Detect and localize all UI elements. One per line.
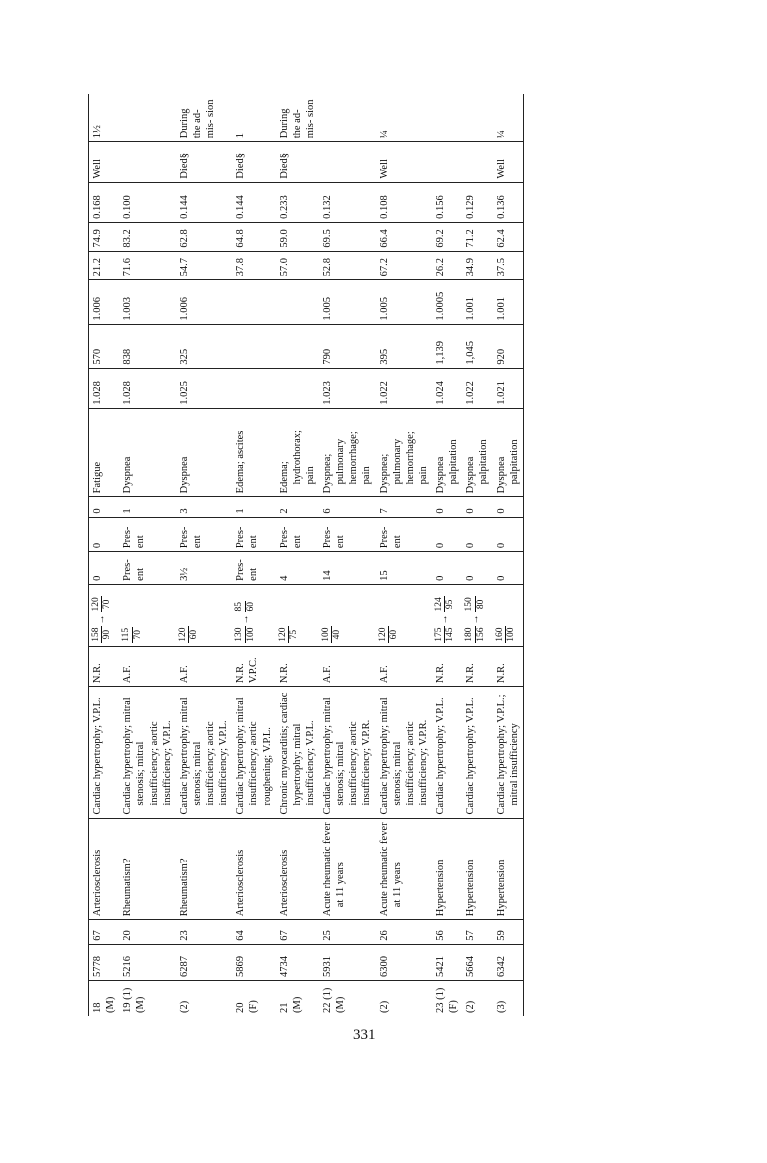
col-b-cell: 0 <box>493 517 524 552</box>
etiology-cell: Arteriosclerosis <box>276 818 319 920</box>
bp-diastolic: 60 <box>189 629 200 640</box>
specific-gravity-cell: 1.021 <box>493 368 524 408</box>
bp-fraction <box>464 627 486 643</box>
bp-diastolic: 80 <box>475 599 486 610</box>
value-1-cell: 37.5 <box>493 251 524 280</box>
bp-systolic: 124 <box>434 597 444 612</box>
value-3-cell: 0.108 <box>376 182 433 222</box>
col-c-cell: 0 <box>462 497 492 517</box>
value-1-cell: 37.8 <box>232 251 275 280</box>
rotated-table-container <box>88 94 622 1016</box>
case-cell: 20 (F) <box>235 1000 260 1013</box>
bp-diastolic: 70 <box>132 630 143 640</box>
blood-pressure-cell <box>89 584 120 646</box>
symptoms-cell: Dyspnea <box>176 408 233 497</box>
bp-fraction <box>378 627 400 643</box>
col-b-cell: Pres- ent <box>119 517 176 552</box>
symptoms-cell: Dyspnea palpitation <box>432 408 462 497</box>
symptoms-cell: Fatigue <box>89 408 120 497</box>
col-a-cell: 0 <box>462 552 492 585</box>
arrow-icon: → <box>96 614 108 625</box>
etiology-cell: Arteriosclerosis <box>232 818 275 920</box>
bp-diastolic: 60 <box>245 602 256 612</box>
record-number-cell: 5931 <box>319 944 376 980</box>
bp-diastolic: 95 <box>445 599 456 610</box>
bp-systolic: 150 <box>464 597 475 612</box>
value-3-cell: 0.132 <box>319 182 376 222</box>
result-cell: Well <box>89 142 120 182</box>
result-cell: Died§ <box>276 142 319 182</box>
rhythm-cell: N.R. <box>493 646 524 686</box>
diagnosis-cell: Cardiac hypertrophy; mitral stenosis; mitral insufficiency; aortic insufficiency; V.P.L. <box>119 687 176 818</box>
table-row <box>119 94 176 1016</box>
symptoms-cell: Dyspnea; pulmonary hemorrhage; pain <box>376 408 433 497</box>
col-a-cell: 14 <box>319 552 376 585</box>
case-cell: (2) <box>178 1000 190 1013</box>
blood-pressure-cell <box>232 584 275 646</box>
record-number-cell: 4734 <box>276 944 319 980</box>
record-number-cell: 6287 <box>176 944 233 980</box>
volume-cell: 395 <box>376 324 433 368</box>
col-a-cell: 4 <box>276 552 319 585</box>
specific-gravity-cell: 1.025 <box>176 368 233 408</box>
time-cell <box>119 94 176 142</box>
bp-systolic: 100 <box>321 627 331 642</box>
specific-gravity-cell: 1.024 <box>432 368 462 408</box>
time-cell <box>319 94 376 142</box>
blood-pressure-cell <box>319 584 376 646</box>
age-cell: 67 <box>89 920 120 944</box>
diagnosis-cell: Cardiac hypertrophy; V.P.L. <box>462 687 492 818</box>
case-cell: 23 (1) (F) <box>435 987 460 1013</box>
time-cell: During the ad- mis- sion <box>276 94 319 142</box>
bp-diastolic: 100 <box>245 627 256 642</box>
volume-cell: 325 <box>176 324 233 368</box>
symptoms-cell: Dyspnea palpitation <box>462 408 492 497</box>
bp-fraction <box>178 627 200 643</box>
col-a-cell: 15 <box>376 552 433 585</box>
volume-cell: 790 <box>319 324 376 368</box>
col-b-cell: 0 <box>432 517 462 552</box>
age-cell: 59 <box>493 920 524 944</box>
value-2-cell: 64.8 <box>232 222 275 251</box>
diagnosis-cell: Chronic myocarditis; cardiac hypertrophy; mitral insufficiency; V.P.L. <box>276 687 319 818</box>
col-c-cell: 1 <box>119 497 176 517</box>
specific-gravity-2-cell <box>276 280 319 324</box>
bp-systolic: 175 <box>434 627 444 642</box>
specific-gravity-2-cell <box>232 280 275 324</box>
rhythm-cell: A.F. <box>319 646 376 686</box>
volume-cell: 920 <box>493 324 524 368</box>
bp-systolic: 120 <box>177 627 188 642</box>
col-c-cell: 0 <box>432 497 462 517</box>
table-row <box>319 94 376 1016</box>
diagnosis-cell: Cardiac hypertrophy; V.P.L. <box>89 687 120 818</box>
time-cell: 1 <box>232 94 275 142</box>
value-3-cell: 0.100 <box>119 182 176 222</box>
case-cell: (2) <box>465 1000 477 1013</box>
value-2-cell: 59.0 <box>276 222 319 251</box>
symptoms-cell: Dyspnea palpitation <box>493 408 524 497</box>
table-row <box>432 94 462 1016</box>
record-number-cell: 6342 <box>493 944 524 980</box>
blood-pressure-cell <box>119 584 176 646</box>
value-1-cell: 54.7 <box>176 251 233 280</box>
value-3-cell: 0.129 <box>462 182 492 222</box>
volume-cell: 1,139 <box>432 324 462 368</box>
value-2-cell: 62.4 <box>493 222 524 251</box>
case-cell: (3) <box>493 981 524 1016</box>
col-c-cell: 6 <box>319 497 376 517</box>
bp-fraction <box>121 627 143 643</box>
time-cell: ¼ <box>376 94 433 142</box>
value-2-cell: 62.8 <box>176 222 233 251</box>
age-cell: 23 <box>176 920 233 944</box>
bp-fraction <box>321 627 343 643</box>
col-b-cell: Pres- ent <box>276 517 319 552</box>
bp-fraction <box>91 627 113 643</box>
col-a-cell: 0 <box>432 552 462 585</box>
value-3-cell: 0.168 <box>89 182 120 222</box>
bp-systolic: 130 <box>234 627 245 642</box>
rhythm-cell: N.R. <box>462 646 492 686</box>
blood-pressure-cell <box>462 584 492 646</box>
specific-gravity-2-cell: 1.006 <box>89 280 120 324</box>
result-cell <box>319 142 376 182</box>
rhythm-cell: N.R. <box>432 646 462 686</box>
col-c-cell: 2 <box>276 497 319 517</box>
symptoms-cell: Dyspnea; pulmonary hemorrhage; pain <box>319 408 376 497</box>
case-cell: 18 (M) <box>89 981 120 1016</box>
case-cell: (2) <box>378 1000 390 1013</box>
bp-fraction <box>234 627 256 643</box>
bp-fraction <box>234 601 256 613</box>
rhythm-cell: N.R. <box>89 646 120 686</box>
specific-gravity-cell <box>232 368 275 408</box>
volume-cell: 1,045 <box>462 324 492 368</box>
bp-systolic: 115 <box>121 627 132 642</box>
bp-systolic: 120 <box>277 627 288 642</box>
etiology-cell: Hypertension <box>493 818 524 920</box>
etiology-cell: Acute rheumatic fever at 11 years <box>319 818 376 920</box>
blood-pressure-cell <box>432 584 462 646</box>
diagnosis-cell: Cardiac hypertrophy; V.P.L. <box>432 687 462 818</box>
case-cell: 19 (1) (M) <box>122 987 147 1013</box>
specific-gravity-cell <box>276 368 319 408</box>
etiology-cell: Rheumatism? <box>119 818 176 920</box>
bp-fraction <box>464 596 486 612</box>
specific-gravity-cell: 1.022 <box>462 368 492 408</box>
etiology-cell: Hypertension <box>462 818 492 920</box>
result-cell: Died§ <box>232 142 275 182</box>
result-cell <box>462 142 492 182</box>
table-row <box>493 94 524 1016</box>
symptoms-cell: Dyspnea <box>119 408 176 497</box>
value-2-cell: 69.5 <box>319 222 376 251</box>
bp-systolic: 160 <box>494 627 505 642</box>
bp-fraction <box>434 627 456 643</box>
bp-diastolic: 70 <box>102 599 113 610</box>
col-b-cell: Pres- ent <box>232 517 275 552</box>
col-c-cell: 0 <box>89 497 120 517</box>
bp-systolic: 158 <box>91 627 101 642</box>
age-cell: 64 <box>232 920 275 944</box>
age-cell: 25 <box>319 920 376 944</box>
record-number-cell: 5664 <box>462 944 492 980</box>
blood-pressure-cell <box>376 584 433 646</box>
specific-gravity-cell: 1.028 <box>119 368 176 408</box>
specific-gravity-2-cell: 1.001 <box>493 280 524 324</box>
specific-gravity-2-cell: 1.005 <box>376 280 433 324</box>
rhythm-cell: A.F. <box>176 646 233 686</box>
bp-fraction <box>91 596 113 612</box>
volume-cell: 838 <box>119 324 176 368</box>
result-cell: Well <box>376 142 433 182</box>
record-number-cell: 6300 <box>376 944 433 980</box>
value-3-cell: 0.144 <box>176 182 233 222</box>
result-cell: Well <box>493 142 524 182</box>
symptoms-cell: Edema; hydrothorax; pain <box>276 408 319 497</box>
col-c-cell: 1 <box>232 497 275 517</box>
arrow-icon: → <box>469 614 481 625</box>
value-1-cell: 26.2 <box>432 251 462 280</box>
record-number-cell: 5216 <box>119 944 176 980</box>
table-row <box>376 94 433 1016</box>
value-1-cell: 21.2 <box>89 251 120 280</box>
bp-fraction <box>434 596 456 612</box>
bp-systolic: 120 <box>91 597 101 612</box>
bp-fraction <box>278 627 300 643</box>
diagnosis-cell: Cardiac hypertrophy; mitral stenosis; mitral insufficiency; aortic insufficiency; V.P.R. <box>319 687 376 818</box>
col-a-cell: 3½ <box>176 552 233 585</box>
col-c-cell: 7 <box>376 497 433 517</box>
col-b-cell: 0 <box>89 517 120 552</box>
col-c-cell: 0 <box>493 497 524 517</box>
value-2-cell: 71.2 <box>462 222 492 251</box>
rhythm-cell: A.F. <box>119 646 176 686</box>
result-cell <box>432 142 462 182</box>
bp-diastolic: 100 <box>505 627 516 642</box>
age-cell: 56 <box>432 920 462 944</box>
bp-diastolic: 60 <box>388 629 399 640</box>
time-cell: During the ad- mis- sion <box>176 94 233 142</box>
bp-fraction <box>495 627 517 643</box>
age-cell: 26 <box>376 920 433 944</box>
etiology-cell: Arteriosclerosis <box>89 818 120 920</box>
table-row <box>176 94 233 1016</box>
diagnosis-cell: Cardiac hypertrophy; V.P.L.; mitral insufficiency <box>493 687 524 818</box>
specific-gravity-2-cell: 1.005 <box>319 280 376 324</box>
bp-diastolic: 156 <box>475 627 486 642</box>
etiology-cell: Rheumatism? <box>176 818 233 920</box>
blood-pressure-cell <box>493 584 524 646</box>
rhythm-cell: N.R. V.P.C. <box>232 646 275 686</box>
value-2-cell: 69.2 <box>432 222 462 251</box>
etiology-cell: Hypertension <box>432 818 462 920</box>
bp-systolic: 120 <box>377 627 388 642</box>
col-c-cell: 3 <box>176 497 233 517</box>
result-cell: Died§ <box>176 142 233 182</box>
bp-diastolic: 90 <box>102 629 113 640</box>
record-number-cell: 5421 <box>432 944 462 980</box>
bp-diastolic: 75 <box>289 629 300 640</box>
clinical-data-table <box>88 94 524 1016</box>
page-number: 331 <box>353 1027 376 1043</box>
table-row <box>462 94 492 1016</box>
rhythm-cell: N.R. <box>276 646 319 686</box>
etiology-cell: Acute rheumatic fever at 11 years <box>376 818 433 920</box>
record-number-cell: 5778 <box>89 944 120 980</box>
time-cell <box>462 94 492 142</box>
table-body <box>89 94 524 1016</box>
age-cell: 57 <box>462 920 492 944</box>
bp-diastolic: 145 <box>445 627 456 642</box>
value-3-cell: 0.233 <box>276 182 319 222</box>
specific-gravity-2-cell: 1.003 <box>119 280 176 324</box>
value-3-cell: 0.144 <box>232 182 275 222</box>
col-a-cell: 0 <box>493 552 524 585</box>
col-a-cell: 0 <box>89 552 120 585</box>
time-cell: ¼ <box>493 94 524 142</box>
table-row <box>232 94 275 1016</box>
rhythm-cell: A.F. <box>376 646 433 686</box>
record-number-cell: 5869 <box>232 944 275 980</box>
col-a-cell: Pres- ent <box>119 552 176 585</box>
bp-systolic: 85 <box>234 602 245 612</box>
specific-gravity-cell: 1.028 <box>89 368 120 408</box>
value-1-cell: 67.2 <box>376 251 433 280</box>
value-3-cell: 0.156 <box>432 182 462 222</box>
diagnosis-cell: Cardiac hypertrophy; mitral stenosis; mitral insufficiency; aortic insufficiency; V.P.R. <box>376 687 433 818</box>
col-a-cell: Pres- ent <box>232 552 275 585</box>
value-2-cell: 66.4 <box>376 222 433 251</box>
symptoms-cell: Edema; ascites <box>232 408 275 497</box>
table-row <box>276 94 319 1016</box>
value-1-cell: 57.0 <box>276 251 319 280</box>
col-b-cell: Pres- ent <box>176 517 233 552</box>
value-1-cell: 34.9 <box>462 251 492 280</box>
specific-gravity-2-cell: 1.0005 <box>432 280 462 324</box>
specific-gravity-2-cell: 1.001 <box>462 280 492 324</box>
table-row <box>89 94 120 1016</box>
specific-gravity-cell: 1.022 <box>376 368 433 408</box>
specific-gravity-cell: 1.023 <box>319 368 376 408</box>
case-cell: 21 (M) <box>278 996 303 1013</box>
age-cell: 20 <box>119 920 176 944</box>
bp-systolic: 180 <box>464 627 475 642</box>
col-b-cell: 0 <box>462 517 492 552</box>
blood-pressure-cell <box>176 584 233 646</box>
time-cell: 1½ <box>89 94 120 142</box>
volume-cell <box>232 324 275 368</box>
volume-cell: 570 <box>89 324 120 368</box>
case-cell: 22 (1) (M) <box>322 987 347 1013</box>
value-3-cell: 0.136 <box>493 182 524 222</box>
blood-pressure-cell <box>276 584 319 646</box>
arrow-icon: → <box>239 614 251 625</box>
value-1-cell: 71.6 <box>119 251 176 280</box>
value-2-cell: 74.9 <box>89 222 120 251</box>
result-cell <box>119 142 176 182</box>
specific-gravity-2-cell: 1.006 <box>176 280 233 324</box>
value-2-cell: 83.2 <box>119 222 176 251</box>
diagnosis-cell: Cardiac hypertrophy; mitral insufficiency; aortic roughening; V.P.L. <box>232 687 275 818</box>
diagnosis-cell: Cardiac hypertrophy; mitral stenosis; mitral insufficiency; aortic insufficiency; V.P.L. <box>176 687 233 818</box>
bp-diastolic: 40 <box>332 629 343 640</box>
volume-cell <box>276 324 319 368</box>
arrow-icon: → <box>439 614 451 625</box>
value-1-cell: 52.8 <box>319 251 376 280</box>
time-cell <box>432 94 462 142</box>
col-b-cell: Pres- ent <box>319 517 376 552</box>
age-cell: 67 <box>276 920 319 944</box>
col-b-cell: Pres- ent <box>376 517 433 552</box>
